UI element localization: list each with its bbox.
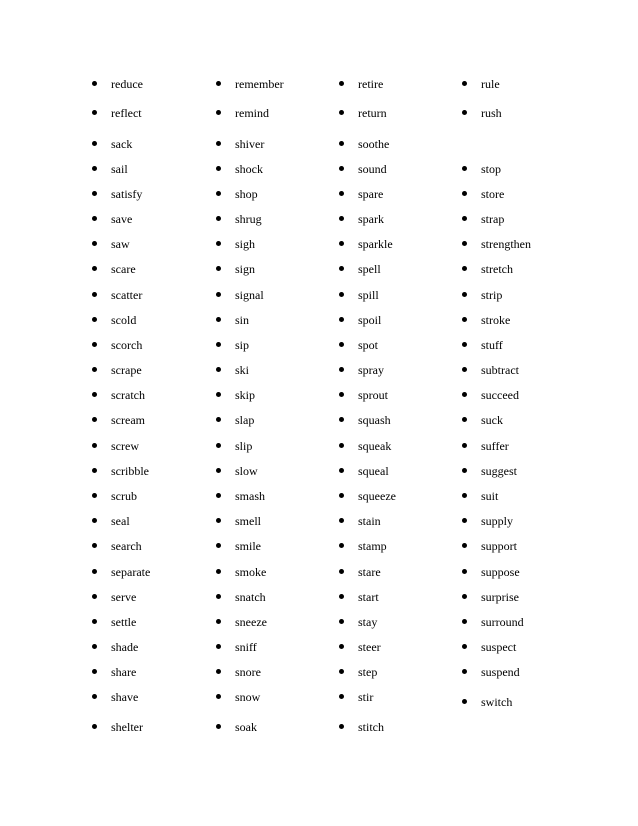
list-item-label: sip — [235, 338, 250, 352]
list-item-label: strengthen — [481, 237, 531, 251]
bullet-icon — [92, 669, 97, 674]
bullet-icon — [339, 443, 344, 448]
list-item-label: steer — [358, 640, 381, 654]
list-item-label: suspect — [481, 640, 517, 654]
list-item-label: save — [111, 212, 133, 226]
bullet-icon — [216, 166, 221, 171]
list-item-label: surprise — [481, 590, 519, 604]
list-item-label: shiver — [235, 137, 265, 151]
list-item-label: slip — [235, 439, 253, 453]
bullet-icon — [216, 669, 221, 674]
list-item-label: spoil — [358, 313, 382, 327]
bullet-icon — [92, 392, 97, 397]
list-item-label: sack — [111, 137, 133, 151]
list-item-label: serve — [111, 590, 137, 604]
list-item-label: soak — [235, 720, 257, 734]
list-item-label: rush — [481, 106, 502, 120]
bullet-icon — [462, 266, 467, 271]
bullet-icon — [339, 81, 344, 86]
list-item-label: smell — [235, 514, 261, 528]
list-item-label: supply — [481, 514, 514, 528]
list-item-label: saw — [111, 237, 130, 251]
list-item-label: squash — [358, 413, 391, 427]
bullet-icon — [216, 266, 221, 271]
bullet-icon — [92, 569, 97, 574]
bullet-icon — [339, 292, 344, 297]
list-item-label: spark — [358, 212, 384, 226]
list-item-label: stamp — [358, 539, 387, 553]
list-item-label: step — [358, 665, 378, 679]
list-item-label: shop — [235, 187, 258, 201]
list-item-label: stretch — [481, 262, 513, 276]
bullet-icon — [216, 110, 221, 115]
bullet-icon — [92, 417, 97, 422]
list-item-label: sound — [358, 162, 387, 176]
list-item-label: spray — [358, 363, 384, 377]
bullet-icon — [462, 292, 467, 297]
bullet-icon — [462, 619, 467, 624]
list-item-label: sigh — [235, 237, 256, 251]
bullet-icon — [339, 110, 344, 115]
bullet-icon — [216, 367, 221, 372]
bullet-icon — [339, 266, 344, 271]
list-item-label: search — [111, 539, 142, 553]
bullet-icon — [462, 81, 467, 86]
bullet-icon — [462, 594, 467, 599]
list-item-label: seal — [111, 514, 130, 528]
list-item-label: shave — [111, 690, 139, 704]
list-item-label: rule — [481, 77, 500, 91]
list-item-label: snatch — [235, 590, 266, 604]
list-item-label: scream — [111, 413, 145, 427]
bullet-icon — [462, 216, 467, 221]
bullet-icon — [216, 191, 221, 196]
bullet-icon — [339, 241, 344, 246]
list-item-label: spell — [358, 262, 381, 276]
bullet-icon — [339, 594, 344, 599]
bullet-icon — [216, 392, 221, 397]
bullet-icon — [216, 81, 221, 86]
bullet-icon — [92, 493, 97, 498]
list-item-label: suppose — [481, 565, 520, 579]
list-item-label: suffer — [481, 439, 509, 453]
bullet-icon — [462, 443, 467, 448]
list-item-label: sin — [235, 313, 250, 327]
list-item-label: sparkle — [358, 237, 393, 251]
list-item-label: scratch — [111, 388, 145, 402]
bullet-icon — [462, 342, 467, 347]
list-item-label: strap — [481, 212, 505, 226]
list-item-label: stain — [358, 514, 381, 528]
bullet-icon — [216, 241, 221, 246]
list-item-label: squeeze — [358, 489, 396, 503]
list-item-label: satisfy — [111, 187, 143, 201]
bullet-icon — [339, 644, 344, 649]
list-item-label: snore — [235, 665, 261, 679]
bullet-icon — [216, 417, 221, 422]
bullet-icon — [462, 518, 467, 523]
bullet-icon — [216, 216, 221, 221]
list-item-label: squeak — [358, 439, 392, 453]
bullet-icon — [92, 619, 97, 624]
bullet-icon — [339, 166, 344, 171]
list-item-label: sprout — [358, 388, 388, 402]
bullet-icon — [216, 594, 221, 599]
bullet-icon — [339, 392, 344, 397]
list-item-label: sail — [111, 162, 128, 176]
bullet-icon — [339, 367, 344, 372]
list-item-label: smile — [235, 539, 261, 553]
bullet-icon — [92, 468, 97, 473]
list-item-label: separate — [111, 565, 151, 579]
list-item-label: return — [358, 106, 387, 120]
list-item-label: stir — [358, 690, 374, 704]
list-item-label: screw — [111, 439, 139, 453]
bullet-icon — [216, 619, 221, 624]
bullet-icon — [339, 518, 344, 523]
list-item-label: slow — [235, 464, 258, 478]
list-item-label: scrub — [111, 489, 137, 503]
bullet-icon — [339, 669, 344, 674]
bullet-icon — [339, 543, 344, 548]
bullet-icon — [216, 317, 221, 322]
bullet-icon — [92, 543, 97, 548]
bullet-icon — [462, 669, 467, 674]
list-item-label: soothe — [358, 137, 390, 151]
list-item-label: stitch — [358, 720, 384, 734]
list-item-label: shock — [235, 162, 263, 176]
bullet-icon — [339, 317, 344, 322]
bullet-icon — [462, 543, 467, 548]
list-item-label: stop — [481, 162, 502, 176]
list-item-label: suit — [481, 489, 499, 503]
bullet-icon — [339, 342, 344, 347]
list-item-label: spot — [358, 338, 379, 352]
list-item-label: squeal — [358, 464, 389, 478]
list-item-label: skip — [235, 388, 256, 402]
bullet-icon — [339, 724, 344, 729]
list-item-label: ski — [235, 363, 250, 377]
list-item-label: store — [481, 187, 505, 201]
list-item-label: remember — [235, 77, 284, 91]
bullet-icon — [339, 619, 344, 624]
bullet-icon — [92, 317, 97, 322]
bullet-icon — [462, 417, 467, 422]
list-item-label: succeed — [481, 388, 519, 402]
bullet-icon — [92, 594, 97, 599]
list-item-label: switch — [481, 695, 513, 709]
list-item-label: scorch — [111, 338, 143, 352]
bullet-icon — [339, 216, 344, 221]
list-item-label: reflect — [111, 106, 142, 120]
list-item-label: scrape — [111, 363, 142, 377]
list-item-label: sign — [235, 262, 256, 276]
bullet-icon — [92, 141, 97, 146]
list-item-label: signal — [235, 288, 264, 302]
bullet-icon — [216, 569, 221, 574]
list-item-label: sniff — [235, 640, 257, 654]
bullet-icon — [339, 694, 344, 699]
list-item-label: scribble — [111, 464, 149, 478]
bullet-icon — [339, 191, 344, 196]
bullet-icon — [92, 342, 97, 347]
bullet-icon — [92, 292, 97, 297]
list-item-label: remind — [235, 106, 269, 120]
list-item-label: reduce — [111, 77, 143, 91]
list-item-label: smoke — [235, 565, 267, 579]
bullet-icon — [92, 367, 97, 372]
list-item-label: stare — [358, 565, 381, 579]
list-item-label: smash — [235, 489, 265, 503]
bullet-icon — [462, 110, 467, 115]
list-item-label: spill — [358, 288, 379, 302]
bullet-icon — [92, 518, 97, 523]
bullet-icon — [462, 191, 467, 196]
list-item-label: shelter — [111, 720, 143, 734]
bullet-icon — [92, 694, 97, 699]
list-item-label: scare — [111, 262, 136, 276]
bullet-icon — [462, 493, 467, 498]
bullet-icon — [339, 493, 344, 498]
bullet-icon — [462, 644, 467, 649]
bullet-icon — [462, 367, 467, 372]
list-item-label: share — [111, 665, 137, 679]
bullet-icon — [92, 644, 97, 649]
bullet-icon — [216, 468, 221, 473]
bullet-icon — [339, 141, 344, 146]
list-item-label: sneeze — [235, 615, 267, 629]
bullet-icon — [462, 241, 467, 246]
list-item-label: strip — [481, 288, 503, 302]
list-item-label: scold — [111, 313, 137, 327]
bullet-icon — [92, 216, 97, 221]
list-item-label: shrug — [235, 212, 262, 226]
bullet-icon — [92, 110, 97, 115]
bullet-icon — [216, 518, 221, 523]
bullet-icon — [339, 468, 344, 473]
bullet-icon — [216, 644, 221, 649]
bullet-icon — [92, 166, 97, 171]
bullet-icon — [216, 141, 221, 146]
bullet-icon — [339, 569, 344, 574]
bullet-icon — [92, 81, 97, 86]
list-item-label: start — [358, 590, 379, 604]
bullet-icon — [462, 166, 467, 171]
bullet-icon — [462, 468, 467, 473]
bullet-icon — [462, 392, 467, 397]
bullet-icon — [216, 493, 221, 498]
list-item-label: scatter — [111, 288, 143, 302]
bullet-icon — [216, 292, 221, 297]
list-item-label: stuff — [481, 338, 503, 352]
bullet-icon — [92, 266, 97, 271]
list-item-label: subtract — [481, 363, 519, 377]
list-item-label: slap — [235, 413, 255, 427]
list-item-label: suggest — [481, 464, 517, 478]
list-item-label: suck — [481, 413, 503, 427]
bullet-icon — [339, 417, 344, 422]
list-item-label: support — [481, 539, 517, 553]
bullet-icon — [216, 694, 221, 699]
bullet-icon — [216, 724, 221, 729]
list-item-label: surround — [481, 615, 524, 629]
bullet-icon — [92, 241, 97, 246]
bullet-icon — [216, 443, 221, 448]
list-item-label: stroke — [481, 313, 511, 327]
list-item-label: retire — [358, 77, 384, 91]
bullet-icon — [216, 342, 221, 347]
bullet-icon — [92, 443, 97, 448]
bullet-icon — [462, 317, 467, 322]
list-item-label: settle — [111, 615, 137, 629]
list-item-label: spare — [358, 187, 384, 201]
bullet-icon — [462, 569, 467, 574]
list-item-label: stay — [358, 615, 378, 629]
list-item-label: suspend — [481, 665, 520, 679]
list-item-label: snow — [235, 690, 261, 704]
bullet-icon — [92, 724, 97, 729]
bullet-icon — [216, 543, 221, 548]
bullet-icon — [92, 191, 97, 196]
list-item-label: shade — [111, 640, 139, 654]
bullet-icon — [462, 699, 467, 704]
